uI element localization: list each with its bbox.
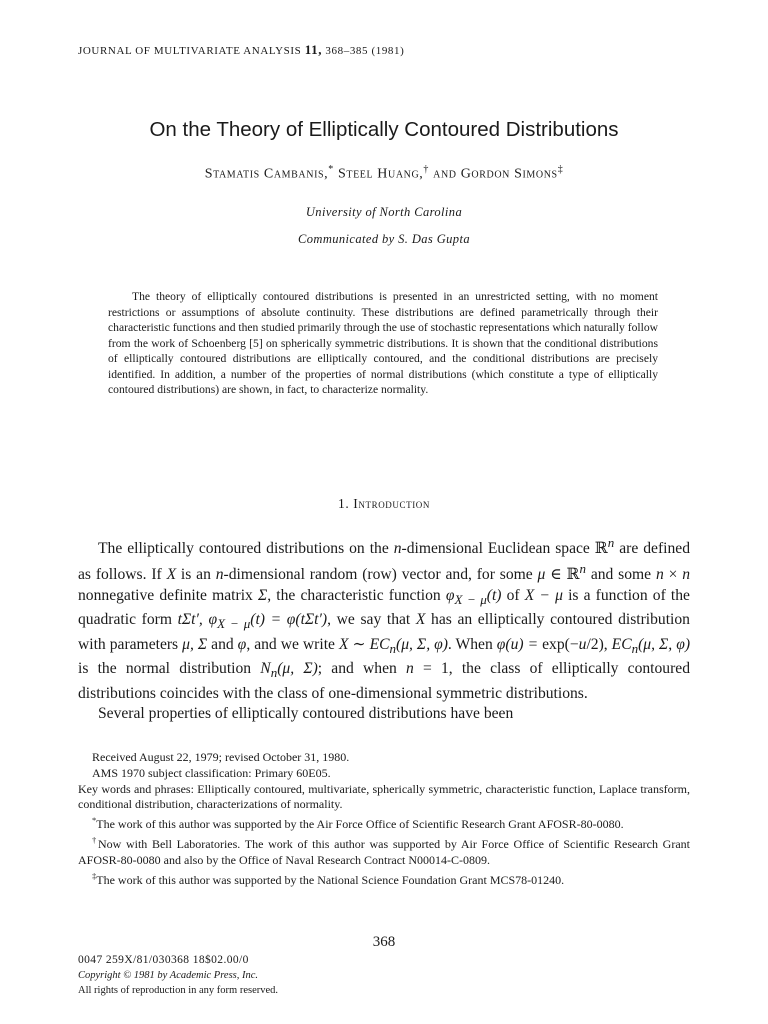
intro-paragraph: The elliptically contoured distributions on the n-dimensional Euclidean space ℝ$^n$ are defined as follows. If X is an n-dimensional random (row) vector and, for some μ ∈ ℝ$^n$ and some n × n nonnegative definite matrix Σ, the characteristic function $\varphi_{X - \mu}(t)$ of X − μ is a function of the quadratic form tΣt′, $\varphi_{X - \mu}(t) = \varphi(t\Sigma t')$, we say that X has an elliptically contoured distribution with parameters μ, Σ and φ, and we write X ∼ $EC_n(\mu$, Σ, φ). When φ(u) = exp(−u/2), $EC_n(\mu$, Σ, φ) is the normal distribution $N_n(\mu$, Σ); and when n = 1, the class of elliptically contoured distributions coincides with the class of one-dimensional symmetric distributions. xyxy=(78,535,691,702)
rights-line: All rights of reproduction in any form reserved. xyxy=(78,985,279,996)
section-heading: 1. Introduction xyxy=(338,496,430,511)
footnotes xyxy=(78,750,690,888)
author-cambanis: Stamatis Cambanis, xyxy=(204,166,329,182)
communicated-by: Communicated by S. Das Gupta xyxy=(298,232,470,246)
intro-paragraph: Several properties of elliptically contoured distributions have been xyxy=(98,704,514,722)
affiliation: University of North Carolina xyxy=(305,205,463,219)
author-simons: Gordon Simons xyxy=(460,166,558,182)
introduction-body xyxy=(78,533,690,724)
author-mark: † xyxy=(423,164,430,175)
footnote-1: *The work of this author was supported by the Air Force Office of Scientific Research Grant AFOSR-80-0080. xyxy=(92,815,624,832)
author-conjunction: and xyxy=(433,166,457,182)
journal-volume: 11, xyxy=(304,42,323,57)
author-list xyxy=(0,164,768,183)
abstract: The theory of elliptically contoured distributions is presented in an unrestricted setting, with no moment restrictions or assumptions of absolute continuity. These distributions are defined parametrically through their characteristic functions and then studied primarily through the use of stochastic representations which naturally follow from the work of Schoenberg [5] on spherically symmetric distributions. It is shown that the conditional distributions of elliptically contoured distributions are elliptically contoured, and the conditional distributions are precisely identified. In addition, a number of the properties of normal distributions (which constitute a type of elliptically contoured distributions) are shown, in fact, to characterize normality. xyxy=(108,290,658,396)
footnote-3: ‡The work of this author was supported by the National Science Foundation Grant MCS78-01240. xyxy=(92,870,565,887)
author-mark: * xyxy=(328,164,334,175)
author-mark: ‡ xyxy=(557,164,564,175)
journal-pages-year: 368–385 (1981) xyxy=(325,45,405,57)
received-dates: Received August 22, 1979; revised October 31, 1980. xyxy=(92,750,350,764)
footnote-2: †Now with Bell Laboratories. The work of this author was supported by Air Force Office of Scientific Research Grant AFOSR-80-0080 and also by the Office of Naval Research Contract N00014-C-0809. xyxy=(78,834,690,867)
keywords: Key words and phrases: Elliptically contoured, multivariate, spherically symmetric, characteristic function, Laplace transform, conditional distribution, characterizations of normality. xyxy=(78,781,690,812)
page-number: 368 xyxy=(372,934,396,950)
paper-title: On the Theory of Elliptically Contoured Distributions xyxy=(149,118,619,141)
ams-classification: AMS 1970 subject classification: Primary 60E05. xyxy=(92,765,331,780)
author-huang: Steel Huang, xyxy=(337,166,424,182)
journal-header xyxy=(78,42,404,58)
article-code: 0047 259X/81/030368 18$02.00/0 xyxy=(78,954,249,966)
copyright-line: Copyright © 1981 by Academic Press, Inc. xyxy=(78,970,259,981)
journal-name: JOURNAL OF MULTIVARIATE ANALYSIS xyxy=(78,45,302,57)
copyright-block xyxy=(78,953,278,998)
